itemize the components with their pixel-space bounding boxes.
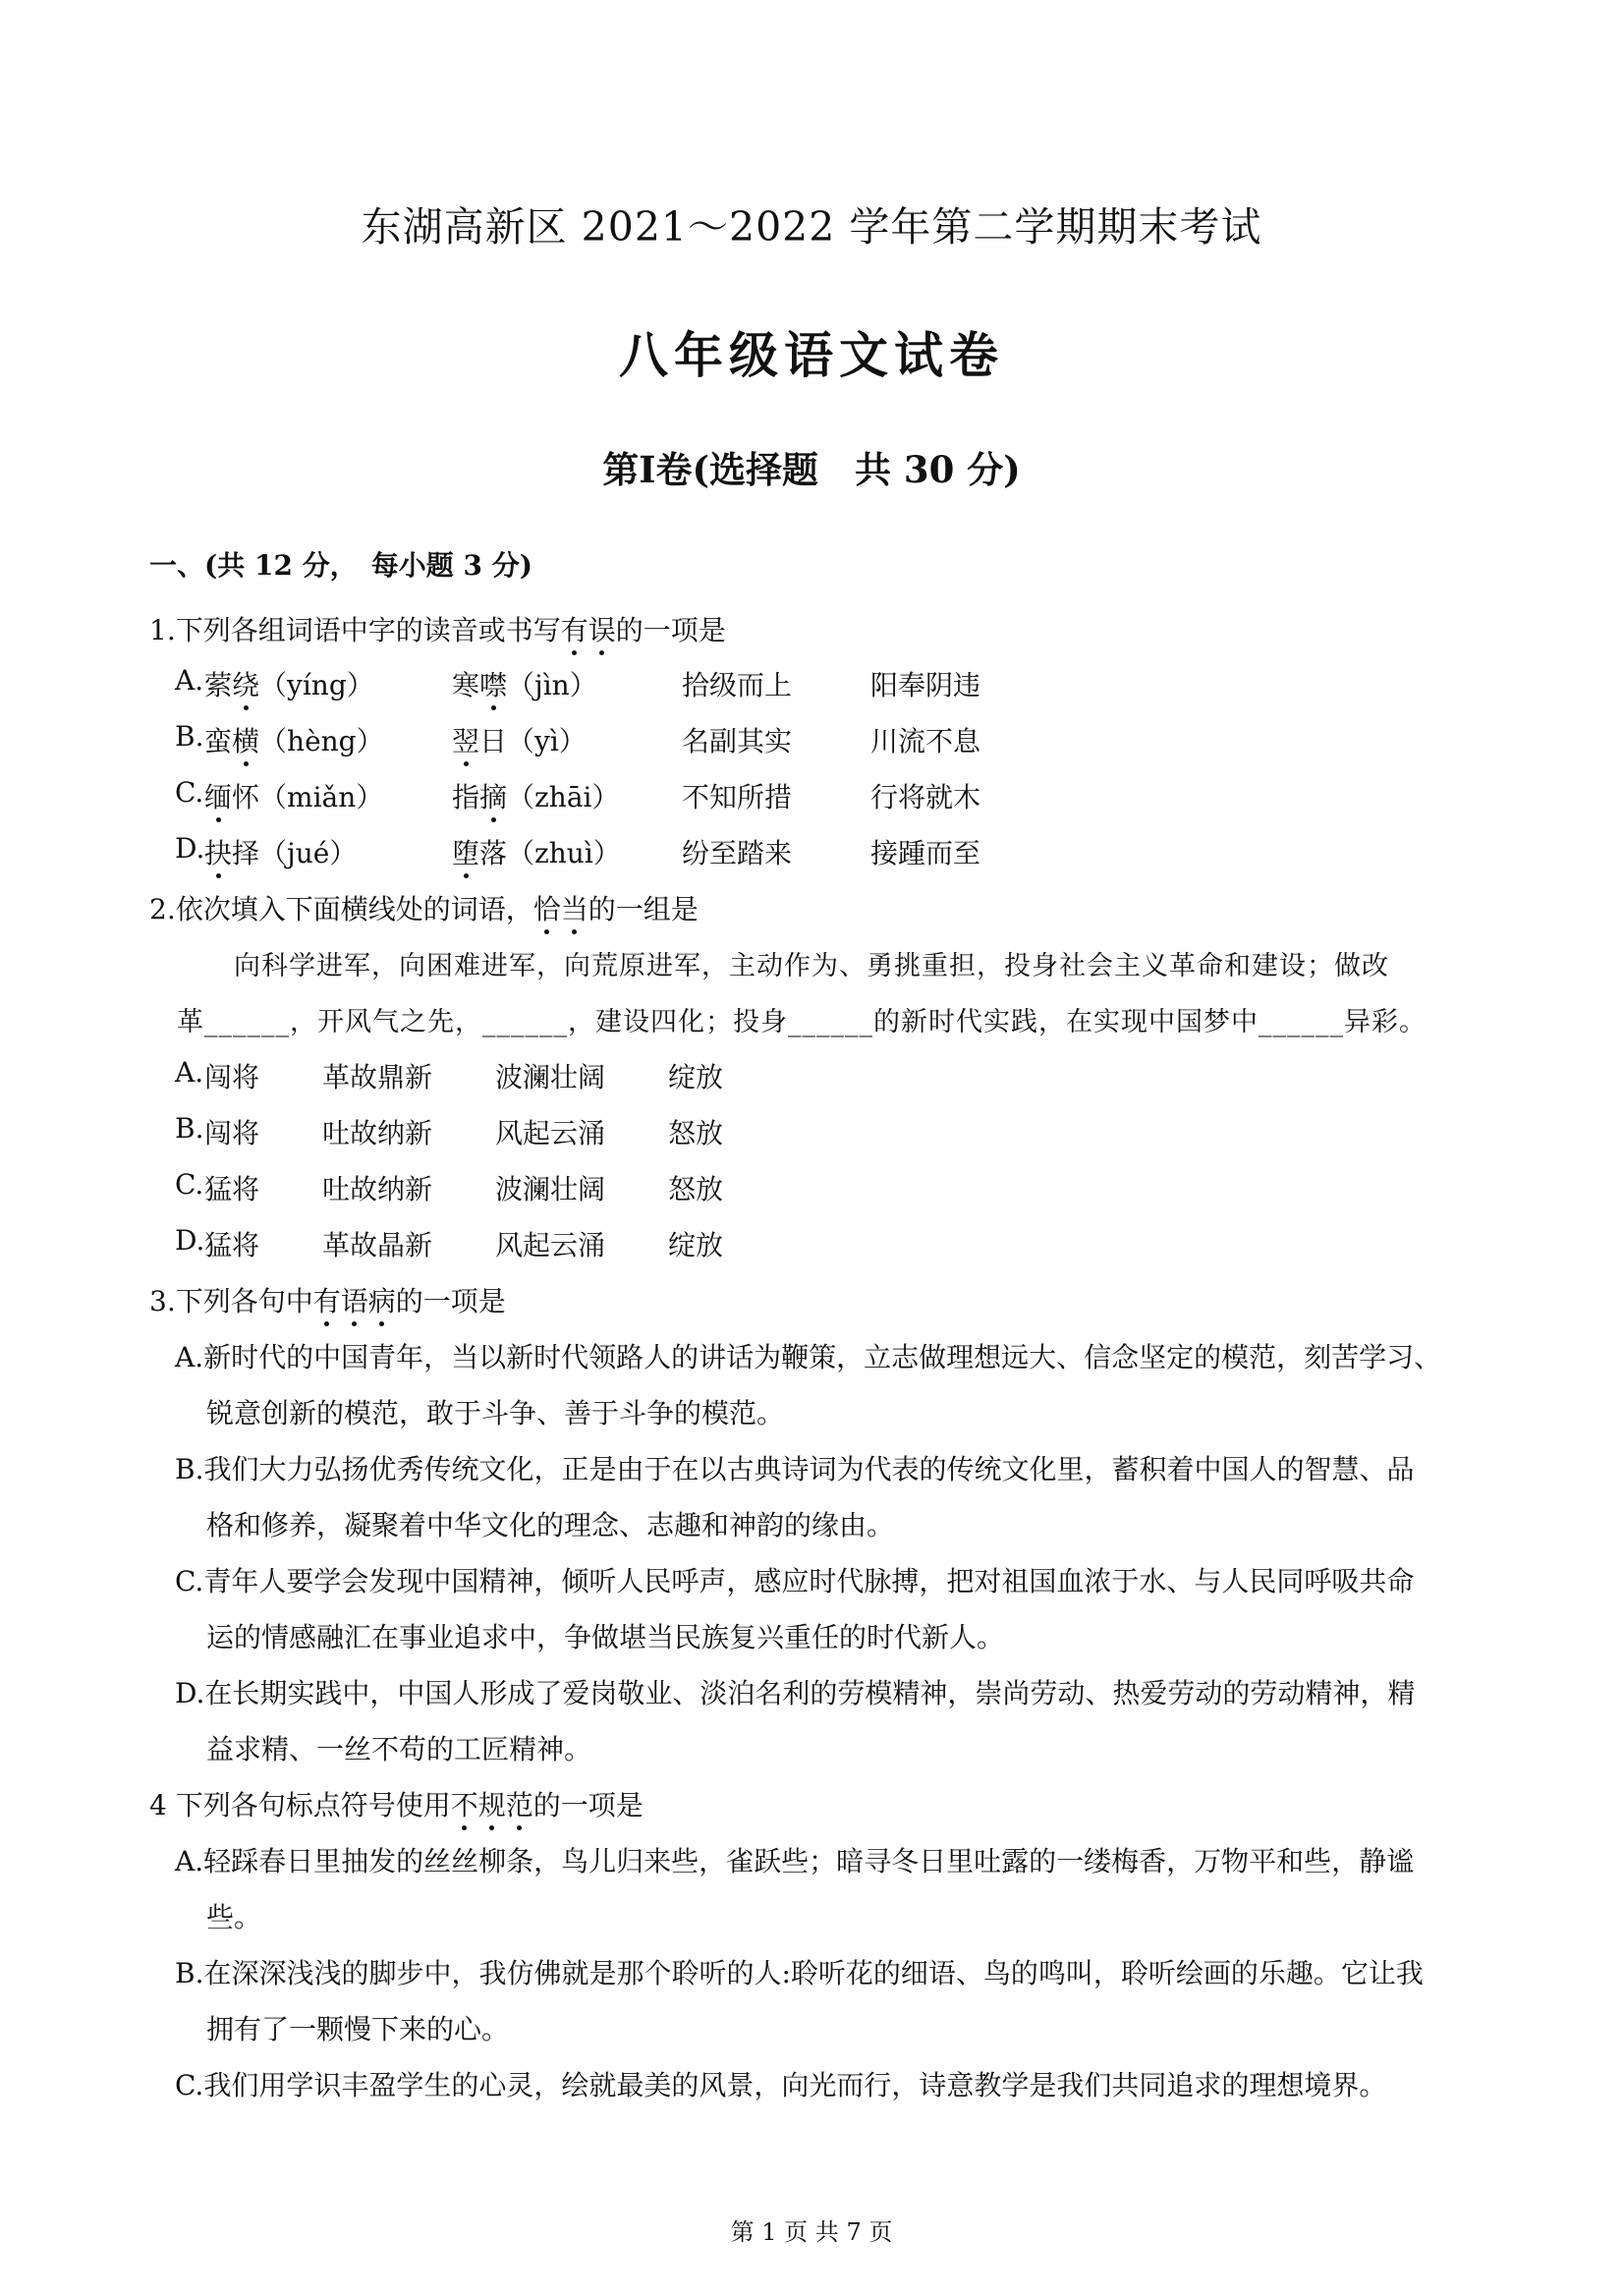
option-word-4: 绽放	[668, 1061, 724, 1093]
q3-option-c-line-2: 运的情感融汇在事业追求中，争做堪当民族复兴重任的时代新人。	[206, 1621, 1005, 1653]
q3-option-a-line-1: A.新时代的中国青年，当以新时代领路人的讲话为鞭策，立志做理想远大、信念坚定的模范，刻苦学习、	[175, 1341, 1442, 1373]
q3-option-b-line-1: B.我们大力弘扬优秀传统文化，正是由于在以古典诗词为代表的传统文化里，蓄积着中国人的智慧、品	[175, 1453, 1415, 1485]
cell-text: 怀（miǎn）	[232, 781, 384, 813]
option-label: A.	[175, 1056, 204, 1089]
cell-emphasis: 绕	[232, 664, 259, 703]
question-3-stem	[149, 1280, 1623, 1319]
option-cell-3: 拾级而上	[682, 669, 793, 701]
question-1-stem	[149, 609, 1623, 648]
cell-text: 择（jué）	[232, 837, 358, 869]
emphasis-char: 误	[588, 609, 616, 648]
cell-emphasis: 抉	[204, 832, 232, 871]
cell-emphasis: 缅	[204, 776, 232, 815]
q4-option-a-line-2: 些。	[206, 1901, 262, 1933]
option-word-4: 怒放	[668, 1173, 724, 1205]
emphasis-char: 不	[451, 1784, 478, 1823]
emphasis-char: 有	[313, 1280, 341, 1319]
q4-option-b-line-2: 拥有了一颗慢下来的心。	[206, 2013, 510, 2045]
stem-emphasis	[533, 893, 588, 925]
section-heading: 一、(共 12 分， 每小题 3 分)	[149, 549, 532, 582]
part-heading: 第Ⅰ卷(选择题 共 30 分)	[602, 448, 1021, 491]
stem-text: 的一项是	[615, 614, 726, 646]
cell-text: 指	[452, 781, 480, 813]
emphasis-char: 有	[561, 609, 588, 648]
option-cell-3: 名副其实	[682, 725, 793, 757]
option-cell-4: 接踵而至	[870, 837, 981, 869]
q4-option-a-line-1: A.轻踩春日里抽发的丝丝柳条，鸟儿归来些，雀跃些；暗寻冬日里吐露的一缕梅香，万物平和些，静谧	[175, 1845, 1415, 1877]
option-cell-2	[452, 776, 619, 815]
exam-subtitle: 八年级语文试卷	[619, 327, 1004, 384]
cell-emphasis: 摘	[479, 776, 507, 815]
q4-option-b-line-1: B.在深深浅浅的脚步中，我仿佛就是那个聆听的人:聆听花的细语、鸟的鸣叫，聆听绘画的乐趣。它让我	[175, 1957, 1424, 1989]
question-2-stem	[149, 888, 1623, 927]
option-cell-4: 川流不息	[870, 725, 981, 757]
q4-option-c-line-1: C.我们用学识丰盈学生的心灵，绘就最美的风景，向光而行，诗意教学是我们共同追求的理想境界。	[175, 2069, 1387, 2101]
cell-text: （hèng）	[259, 725, 384, 757]
emphasis-char: 恰	[533, 888, 561, 927]
exam-title: 东湖高新区 2021～2022 学年第二学期期末考试	[361, 203, 1262, 251]
option-label: B.	[175, 720, 204, 753]
option-cell-2	[452, 664, 597, 703]
option-word-1: 闯将	[204, 1117, 260, 1149]
cell-text: 蛮	[204, 725, 233, 757]
q2-passage-line-1: 向科学进军，向困难进军，向荒原进军，主动作为、勇挑重担，投身社会主义革命和建设；做改	[234, 951, 1389, 981]
stem-emphasis	[561, 614, 616, 646]
option-cell-1	[204, 832, 357, 871]
stem-emphasis	[451, 1789, 533, 1821]
cell-emphasis: 噤	[479, 664, 507, 703]
emphasis-char: 语	[341, 1280, 368, 1319]
page-number: 第 1 页 共 7 页	[730, 2218, 893, 2246]
option-word-3: 波澜壮阔	[495, 1173, 606, 1205]
option-word-2: 革故鼎新	[322, 1061, 433, 1093]
option-cell-3: 不知所措	[682, 781, 793, 813]
cell-text: （jìn）	[507, 669, 597, 701]
q3-option-b-line-2: 格和修养，凝聚着中华文化的理念、志趣和神韵的缘由。	[206, 1509, 895, 1541]
cell-emphasis: 横	[232, 720, 259, 759]
stem-text: 的一项是	[395, 1285, 506, 1317]
cell-text: 萦	[204, 669, 233, 701]
option-cell-1	[204, 720, 384, 759]
option-cell-2	[452, 720, 587, 759]
option-word-1: 猛将	[204, 1173, 260, 1205]
q3-option-d-line-2: 益求精、一丝不苟的工匠精神。	[206, 1733, 592, 1765]
option-label: B.	[175, 1112, 204, 1145]
q2-passage-line-2: 革______，开风气之先，______，建设四化；投身______的新时代实践，在实现中国梦中______异彩。	[177, 1007, 1427, 1037]
cell-text: 落（zhuì）	[479, 837, 621, 869]
option-word-1: 闯将	[204, 1061, 260, 1093]
option-cell-4: 行将就木	[870, 781, 981, 813]
option-word-2: 吐故纳新	[322, 1173, 433, 1205]
option-word-2: 革故晶新	[322, 1229, 433, 1261]
stem-emphasis	[313, 1285, 396, 1317]
stem-text: 3.下列各句中	[149, 1285, 313, 1317]
option-word-1: 猛将	[204, 1229, 260, 1261]
emphasis-char: 范	[506, 1784, 533, 1823]
option-label: C.	[175, 776, 204, 809]
question-4-stem	[149, 1784, 1623, 1823]
q3-option-d-line-1: D.在长期实践中，中国人形成了爱岗敬业、淡泊名利的劳模精神，崇尚劳动、热爱劳动的劳动精神，精	[175, 1677, 1416, 1709]
cell-text: （yíng）	[259, 669, 374, 701]
cell-text: 寒	[452, 669, 480, 701]
option-cell-3: 纷至踏来	[682, 837, 793, 869]
stem-text: 1.下列各组词语中字的读音或书写	[149, 614, 561, 646]
option-cell-4: 阳奉阴违	[870, 669, 981, 701]
q3-option-a-line-2: 锐意创新的模范，敢于斗争、善于斗争的模范。	[206, 1397, 785, 1429]
option-label: A.	[175, 664, 204, 697]
option-word-3: 风起云涌	[495, 1117, 606, 1149]
option-label: C.	[175, 1168, 204, 1201]
stem-text: 2.依次填入下面横线处的词语，	[149, 893, 533, 925]
stem-text: 4 下列各句标点符号使用	[149, 1789, 451, 1821]
stem-text: 的一组是	[588, 893, 699, 925]
option-label: D.	[175, 832, 205, 865]
emphasis-char: 病	[368, 1280, 396, 1319]
option-cell-1	[204, 664, 374, 703]
stem-text: 的一项是	[532, 1789, 644, 1821]
cell-emphasis: 翌	[452, 720, 479, 759]
cell-emphasis: 堕	[452, 832, 479, 871]
option-word-3: 波澜壮阔	[495, 1061, 606, 1093]
option-label: D.	[175, 1224, 205, 1257]
option-word-3: 风起云涌	[495, 1229, 606, 1261]
cell-text: 日（yì）	[479, 725, 587, 757]
option-cell-1	[204, 776, 383, 815]
emphasis-char: 当	[561, 888, 588, 927]
option-word-2: 吐故纳新	[322, 1117, 433, 1149]
option-word-4: 绽放	[668, 1229, 724, 1261]
option-word-4: 怒放	[668, 1117, 724, 1149]
emphasis-char: 规	[478, 1784, 506, 1823]
option-cell-2	[452, 832, 621, 871]
q3-option-c-line-1: C.青年人要学会发现中国精神，倾听人民呼声，感应时代脉搏，把对祖国血浓于水、与人民同呼吸共命	[175, 1565, 1415, 1597]
cell-text: （zhāi）	[507, 781, 620, 813]
